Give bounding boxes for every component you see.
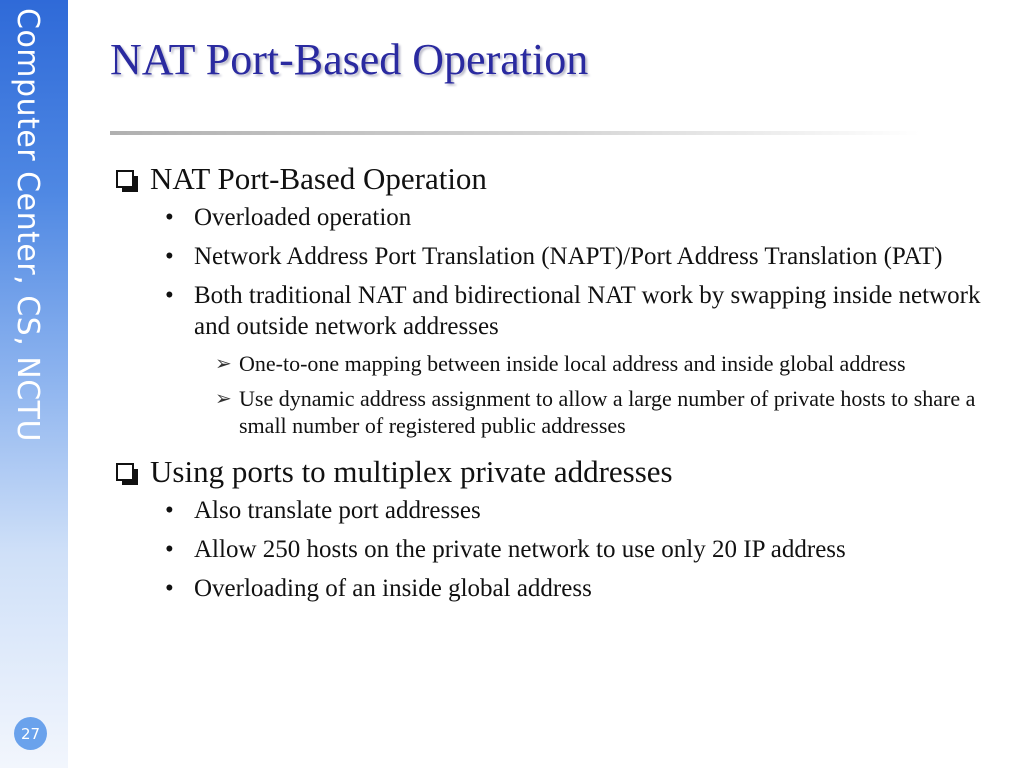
arrow-bullet-icon: ➢	[215, 386, 232, 410]
section-heading-text: NAT Port-Based Operation	[150, 161, 487, 196]
sub-bullet-text: Use dynamic address assignment to allow a large number of private hosts to share a small number of registered public addresses	[239, 386, 976, 438]
bullet-dot-icon: •	[165, 575, 174, 602]
bullet-item	[165, 202, 990, 233]
sub-bullet-item	[215, 385, 990, 439]
section-heading-text: Using ports to multiplex private addresses	[150, 454, 673, 489]
bullet-item	[165, 534, 990, 565]
sidebar	[0, 0, 68, 768]
bullet-text: Overloading of an inside global address	[194, 575, 592, 602]
bullet-dot-icon: •	[165, 204, 174, 231]
bullet-item	[165, 495, 990, 526]
checkbox-bullet-icon	[116, 463, 134, 481]
bullet-dot-icon: •	[165, 536, 174, 563]
checkbox-bullet-icon	[116, 170, 134, 188]
bullet-item	[165, 280, 990, 342]
bullet-text: Network Address Port Translation (NAPT)/Port Address Translation (PAT)	[194, 243, 943, 270]
title-divider	[110, 131, 920, 135]
sub-bullet-item	[215, 350, 990, 377]
section-heading	[110, 453, 990, 491]
slide-title: NAT Port-Based Operation	[110, 35, 589, 84]
bullet-dot-icon: •	[165, 282, 174, 309]
bullet-dot-icon: •	[165, 243, 174, 270]
slide-content	[110, 160, 990, 612]
sub-bullet-text: One-to-one mapping between inside local address and inside global address	[239, 351, 906, 376]
page-number: 27	[14, 717, 47, 750]
bullet-text: Also translate port addresses	[194, 497, 481, 524]
bullet-text: Overloaded operation	[194, 204, 412, 231]
bullet-text: Allow 250 hosts on the private network to use only 20 IP address	[194, 536, 846, 563]
bullet-dot-icon: •	[165, 497, 174, 524]
arrow-bullet-icon: ➢	[215, 351, 232, 375]
bullet-item	[165, 573, 990, 604]
sidebar-label: Computer Center, CS, NCTU	[10, 8, 45, 442]
bullet-text: Both traditional NAT and bidirectional NAT work by swapping inside network and outside network addresses	[194, 282, 981, 340]
bullet-item	[165, 241, 990, 272]
section-heading	[110, 160, 990, 198]
